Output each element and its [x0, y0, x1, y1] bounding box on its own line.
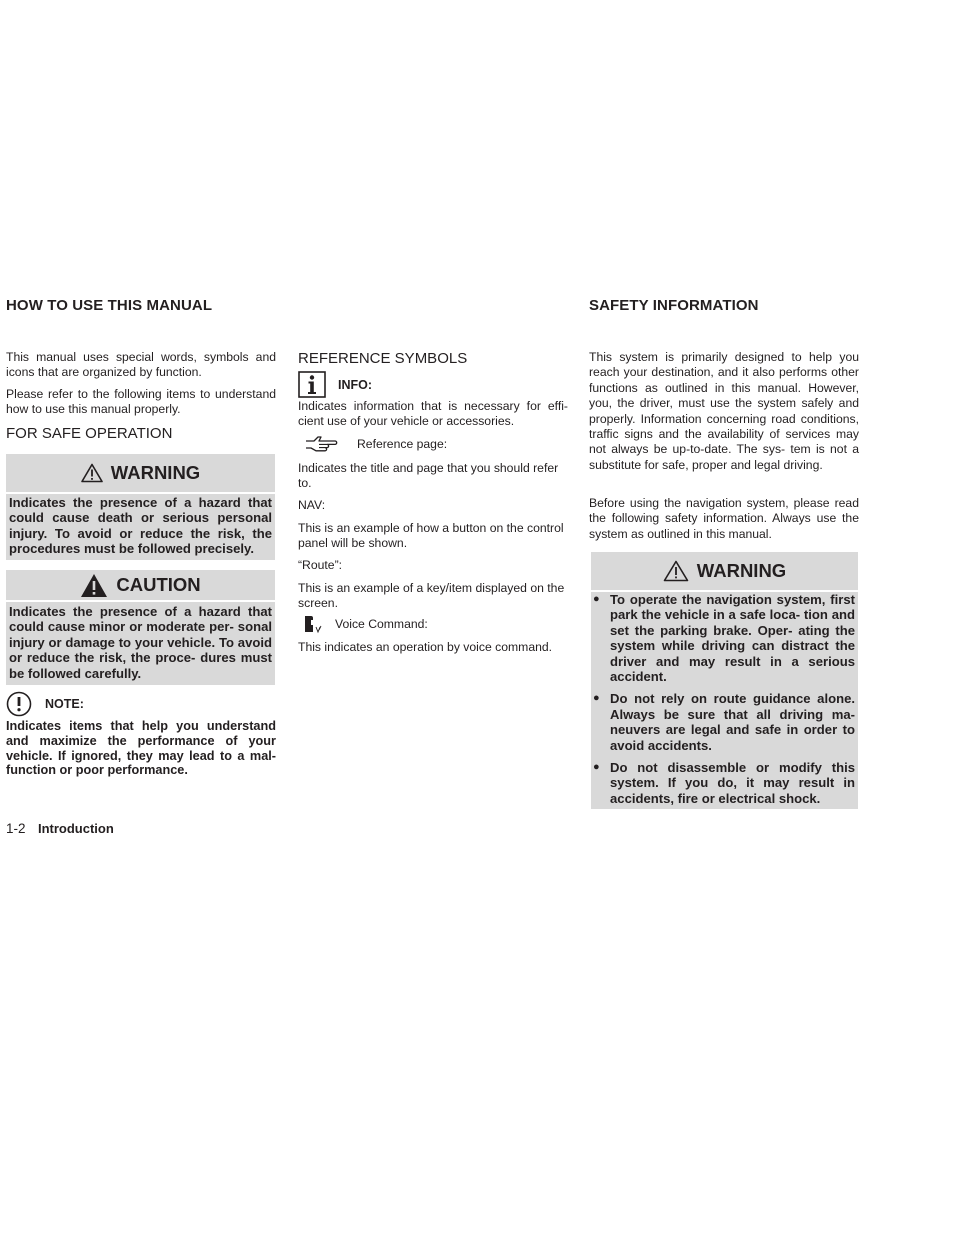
reference-page-label: Reference page:: [357, 437, 448, 451]
warning-title: WARNING: [110, 462, 201, 483]
info-title: INFO:: [338, 377, 373, 392]
warning-box-header: [6, 454, 275, 492]
section-heading-safety-information: SAFETY INFORMATION: [589, 297, 759, 314]
exclamation-circle-icon: [6, 691, 32, 717]
list-item: ● Do not disassemble or modify this system. If you do, it may result in accidents, fire or electrical shock.: [593, 760, 855, 806]
safety-warning-box-header: [591, 552, 858, 590]
page-footer: [6, 820, 114, 838]
reference-symbols-heading: REFERENCE SYMBOLS: [298, 350, 468, 367]
reference-page-text: Indicates the title and page that you should refer to.: [298, 461, 559, 491]
safety-paragraph-2: Before using the navigation system, please read the following safety information. Always use the system as outlined in this manual.: [589, 496, 859, 541]
caution-title: CAUTION: [116, 574, 201, 595]
warning-box-text: Indicates the presence of a hazard that could cause death or serious personal injury. To avoid or reduce the risk, the procedures must be followed precisely.: [6, 494, 275, 560]
section-heading-how-to-use: HOW TO USE THIS MANUAL: [6, 297, 213, 314]
note-text: Indicates items that help you understand and maximize the performance of your vehicle. If ignored, they may lead to a mal- function or poor performance.: [6, 719, 276, 778]
nav-text: This is an example of how a button on the control panel will be shown.: [298, 521, 564, 551]
warning-triangle-icon: [81, 463, 103, 483]
route-text: This is an example of a key/item displayed on the screen.: [298, 581, 565, 611]
warning-triangle-icon: [663, 560, 689, 582]
subheading-safe-operation: FOR SAFE OPERATION: [6, 425, 173, 442]
info-header: [298, 371, 372, 398]
intro-paragraph-1: This manual uses special words, symbols and icons that are organized by function.: [6, 350, 276, 380]
voice-command-label: Voice Command:: [335, 617, 428, 631]
voice-command-row: [302, 614, 428, 634]
safety-paragraph-1: This system is primarily designed to help you reach your destination, and it also performs other functions as outlined in this manual. However, you, the driver, must use the system safely and properly. Information concerning road conditions, traffic signs and the availability of services may not always be up-to-date. The sys- tem is not a substitute for safe, proper and legal driving.: [589, 350, 859, 472]
nav-label: NAV:: [298, 498, 326, 512]
safety-warning-box-body: [591, 592, 858, 809]
caution-triangle-icon: [80, 573, 108, 598]
reference-page-row: [305, 435, 447, 453]
voice-command-icon: [302, 614, 324, 634]
caution-box-header: [6, 570, 275, 600]
info-text: Indicates information that is necessary for effi- cient use of your vehicle or accessories.: [298, 399, 568, 429]
pointing-hand-icon: [305, 435, 339, 453]
caution-box-text: Indicates the presence of a hazard that could cause minor or moderate per- sonal injury or damage to your vehicle. To avoid or reduce the risk, the proce- dures must be followed carefully.: [6, 602, 275, 685]
list-item: ● To operate the navigation system, first park the vehicle in a safe loca- tion and set the parking brake. Oper- ating the system while driving can distract the driver and may result in a serious accident.: [593, 592, 855, 684]
route-label: “Route”:: [298, 558, 343, 572]
note-title: NOTE:: [45, 697, 84, 711]
page-number: 1-2: [6, 821, 26, 836]
voice-command-text: This indicates an operation by voice command.: [298, 640, 553, 654]
safety-warning-title: WARNING: [696, 560, 787, 581]
safety-warning-list: [593, 592, 855, 806]
intro-paragraph-2: Please refer to the following items to understand how to use this manual properly.: [6, 387, 276, 417]
list-item: ● Do not rely on route guidance alone. Always be sure that all driving ma- neuvers are legal and safe in order to avoid accidents.: [593, 691, 855, 753]
info-icon: [298, 371, 326, 398]
footer-section-label: Introduction: [37, 821, 114, 836]
note-header: [6, 691, 84, 717]
